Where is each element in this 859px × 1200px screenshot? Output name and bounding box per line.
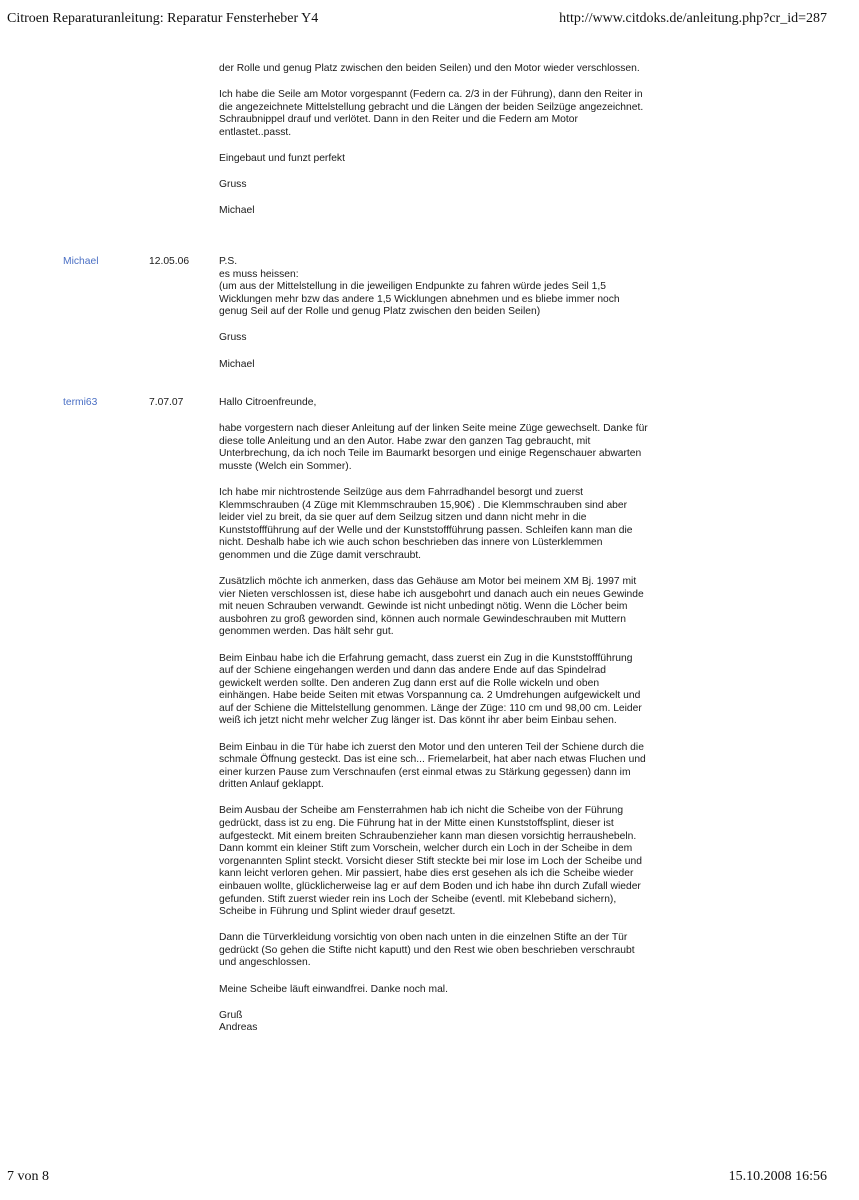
post-paragraph: Eingebaut und funzt perfekt xyxy=(219,152,345,164)
post-author-link[interactable]: Michael xyxy=(63,256,99,267)
post-signature: Gruß Andreas xyxy=(219,1009,258,1034)
print-footer-datetime: 15.10.2008 16:56 xyxy=(728,1169,827,1184)
post-date: 7.07.07 xyxy=(149,397,184,408)
post-paragraph: Gruss xyxy=(219,179,247,191)
print-header-title: Citroen Reparaturanleitung: Reparatur Fensterheber Y4 xyxy=(7,11,319,26)
post-body-termi63 xyxy=(219,397,649,1035)
post-body-michael xyxy=(219,256,649,371)
post-author-link[interactable]: termi63 xyxy=(63,397,98,408)
post-paragraph: Beim Ausbau der Scheibe am Fensterrahmen hab ich nicht die Scheibe von der Führung gedrückt, dass ist zu eng. Die Führung hat in der Mitte einen Kunststoffsplint, dieser ist aufgesteckt. Mit einem breiten Schraubenzieher kann man diesen vorsichtig herraushebeln. Dann kommt ein kleiner Stift zum Vorschein, welcher durch ein Loch in der Scheibe in dem vorgenannten Splint steckt. Vorsicht dieser Stift steckte bei mir lose im Loch der Scheibe und kann leicht verloren gehen. Mir passiert, habe dies erst gesehen als ich die Scheibe wieder einbauen wollte, glücklicherweise lag er auf dem Boden und ich habe ihn durch Zufall wieder gefunden. Stift zuerst wieder rein ins Loch der Scheibe (eventl. mit Klebeband sichern), Scheibe in Führung und Splint wieder drauf gesetzt. xyxy=(219,805,642,918)
post-date: 12.05.06 xyxy=(149,256,190,267)
post-paragraph: der Rolle und genug Platz zwischen den beiden Seilen) und den Motor wieder verschlossen. xyxy=(219,63,640,74)
post-paragraph: habe vorgestern nach dieser Anleitung auf der linken Seite meine Züge gewechselt. Danke für diese tolle Anleitung und an den Autor. Habe zwar den ganzen Tag gebraucht, mit Unterbrechung, da ich noch Teile im Baumarkt besorgen und einige Regenschauer abwarten musste (Welch ein Sommer). xyxy=(219,423,648,472)
post-paragraph: Gruss xyxy=(219,332,247,344)
post-paragraph: Dann die Türverkleidung vorsichtig von oben nach unten in die einzelnen Stifte an der Tür gedrückt (So gehen die Stifte nicht kaputt) und den Rest wie oben beschrieben verschraubt und angeschlossen. xyxy=(219,932,635,969)
post-paragraph: P.S. es muss heissen: (um aus der Mittelstellung in die jeweiligen Endpunkte zu fahren würde jedes Seil 1,5 Wicklungen mehr bzw das andere 1,5 Wicklungen abnehmen und es bliebe immer noch genug Seil auf der Rolle und genug Platz zwischen den beiden Seilen) xyxy=(219,256,620,318)
post-paragraph: Zusätzlich möchte ich anmerken, dass das Gehäuse am Motor bei meinem XM Bj. 1997 mit vier Nieten verschlossen ist, diese habe ich ausgebohrt und danach auch ein neues Gewinde mit neuen Schrauben verwandt. Gewinde ist nicht unbedingt nötig. Wenn die Löcher beim ausbohren zu groß geworden sind, können auch normale Gewindeschrauben mit Muttern genommen werden. Das hält sehr gut. xyxy=(219,576,644,638)
post-paragraph: Beim Einbau habe ich die Erfahrung gemacht, dass zuerst ein Zug in die Kunststoffführung auf der Schiene eingehangen werden und dann das andere Ende auf das Spindelrad gewickelt werden sollte. Den anderen Zug dann erst auf die Rolle wickeln und oben einhängen. Habe beide Seiten mit etwas Vorspannung ca. 2 Umdrehungen aufgewickelt und auf der Schiene die Mittelstellung genommen. Länge der Züge: 110 cm und 98,00 cm. Leider weiß ich jetzt nicht mehr welcher Zug länger ist. Das könnt ihr aber beim Einbau sehen. xyxy=(219,652,642,727)
post-paragraph: Michael xyxy=(219,358,255,370)
post-body-continuation xyxy=(219,63,649,218)
post-paragraph: Ich habe die Seile am Motor vorgespannt (Federn ca. 2/3 in der Führung), dann den Reiter in die angezeichnete Mittelstellung gebracht und die Längen der beiden Seilzüge angezeichnet. Schraubnippel drauf und verlötet. Dann in den Reiter und die Federn am Motor entlastet..passt. xyxy=(219,89,644,138)
print-header-url: http://www.citdoks.de/anleitung.php?cr_id=287 xyxy=(559,11,827,26)
post-paragraph: Michael xyxy=(219,205,255,217)
print-footer-page: 7 von 8 xyxy=(7,1169,49,1184)
post-paragraph: Hallo Citroenfreunde, xyxy=(219,397,317,408)
post-paragraph: Meine Scheibe läuft einwandfrei. Danke noch mal. xyxy=(219,983,448,995)
post-paragraph: Beim Einbau in die Tür habe ich zuerst den Motor und den unteren Teil der Schiene durch die schmale Öffnung gesteckt. Das ist eine sch... Friemelarbeit, hat aber nach etwas Fluchen und einer kurzen Pause zum Verschnaufen (erst einmal etwas zu Stärkung gegessen) dann im dritten Anlauf geklappt. xyxy=(219,741,646,791)
post-paragraph: Ich habe mir nichtrostende Seilzüge aus dem Fahrradhandel besorgt und zuerst Klemmschrauben (4 Züge mit Klemmschrauben 15,90€) . Die Klemmschrauben sind aber leider viel zu breit, da sie quer auf dem Seilzug sitzen und dann nicht mehr in die Kunststoffführung auf der Welle und der Kunststoffführung passen. Schleifen kann man die nicht. Deshalb habe ich wie auch schon beschrieben das innere von Lüsterklemmen genommen und die Züge damit verschraubt. xyxy=(219,486,633,561)
